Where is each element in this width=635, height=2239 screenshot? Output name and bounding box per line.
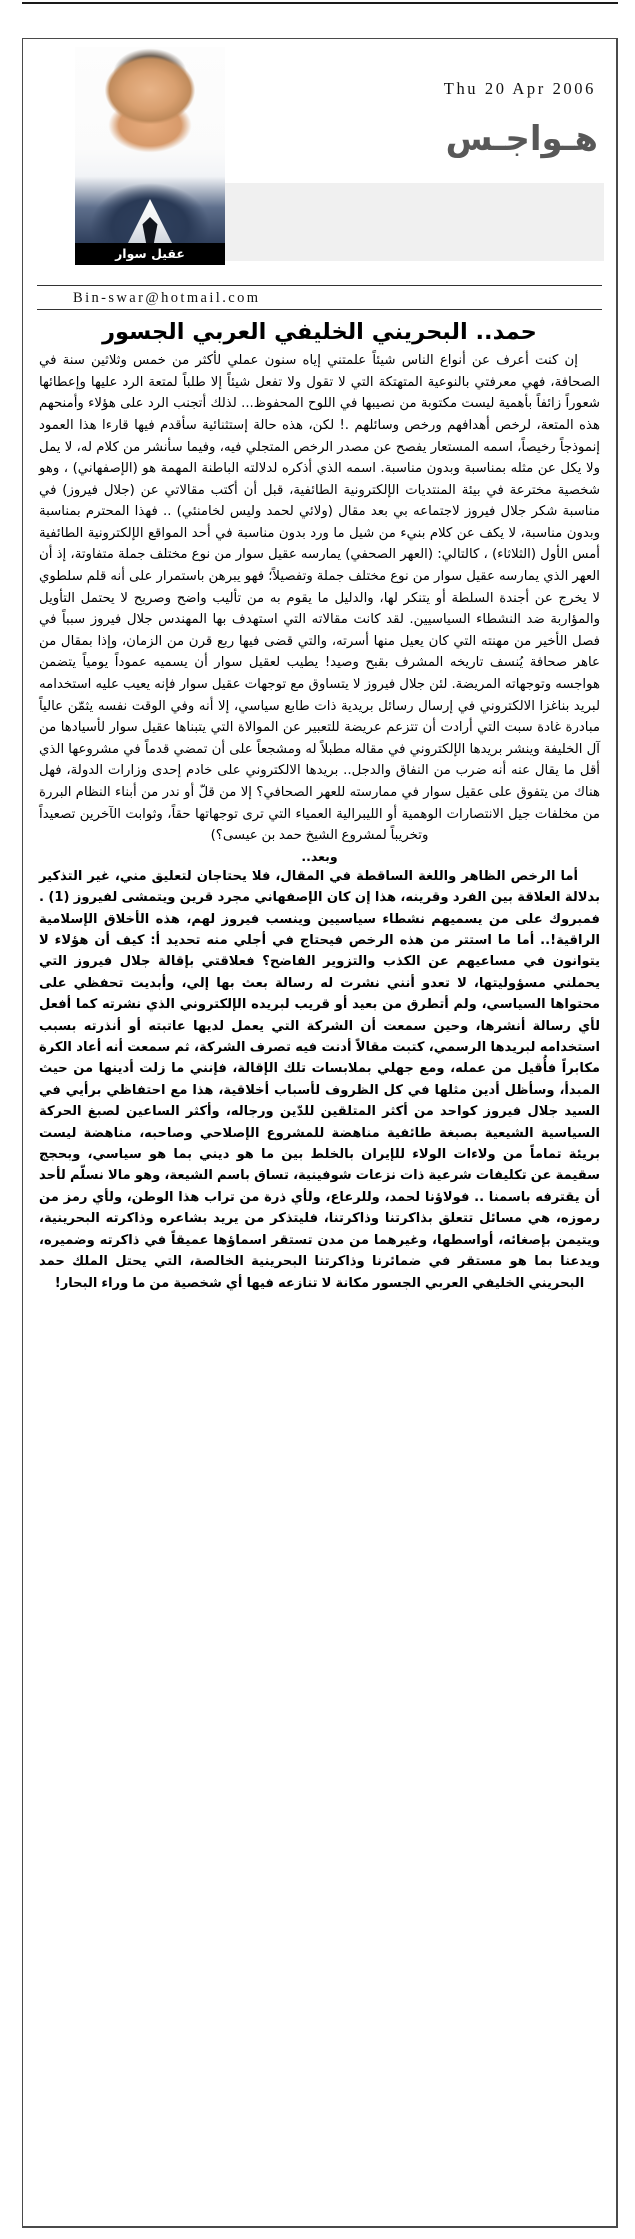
section-divider-label: وبعد.. bbox=[301, 848, 338, 864]
author-email-link[interactable]: Bin-swar@hotmail.com bbox=[73, 290, 261, 306]
article-paragraph-two: أما الرخص الظاهر واللغة الساقطة في المقال، فلا يحتاجان لتعليق مني، غير التذكير بدلالة العلاقة بين الفرد وقرينه، هذا إن كان الإصفهاني مجرد قرين ويتمشى لفيروز (1) . فمبروك على من يسميهم نشطاء سياسيين وينسب فيروز لهم، هذه الأخلاق الإسلامية الراقية!.. أما ما استتر من هذه الرخص فيحتاج في أجلي منه تحديد أ: كيف أن هؤلاء لا يتوانون في مساعيهم عن الكذب والتزوير الفاضح؟ فعلاقتي بإقالة جلال فيروز التي يحملني مسؤوليتها، لا تعدو أنني نشرت له رسالة بعث بها إلي، وأبديت تحفظي على محتواها السياسي، ولم أتطرق من بعيد أو قريب لبريده الإلكتروني الذي نشرته كما أفعل لأي رسالة أنشرها، وحين سمعت أن الشركة التي يعمل لديها عاتبته أو أنذرته بسبب استخدامه لبريدها الرسمي، كتبت مقالاً أدنت فيه تصرف الشركة، ثم سمعت أنه أعاد الكرة مكابراً فأُقيل من عمله، ومع جهلي بملابسات تلك الإقالة، فإنني ما زلت أدينها من حيث المبدأ، وسأظل أدين مثلها في كل الظروف لأسباب أخلاقية، هذا مع احتفاظي برأيي في السيد جلال فيروز كواحد من أكثر المتلقين للدّين ورجاله، وأكثر الساعين لصبغ الحركة السياسية الشيعية بصبغة طائفية مناهضة للمشروع الإصلاحي وصاحبه، مناهضة ليست بريئة تماماً من ولاءات الولاء للإيران بالخلط بين ما هو ديني بما هو سياسي، وبحجج سقيمة عن تكليفات شرعية ذات نزعات شوفينية، تساق باسم الشيعة، وهو مالا نسلّم لأحد أن يقترفه باسمنا .. فولاؤنا لحمد، وللرعاع، ولأي ذرة من تراب هذا الوطن، ولأي رمز من رموزه، هي مسائل تتعلق بذاكرتنا وذاكرتنا، فليتذكر من يريد بشاعره وذاكرته البحرينية، ويتيمن بإصغائه، أواسطها، وغيرهما من مدن تستقر اسماؤها عميقاً في ذاكرته وضميره، ويدعنا بما هو مستقر في ضمائرنا وذاكرتنا البحرينية الخالصة، التي يحتل الملك حمد البحريني الخليفي العربي الجسور مكانة لا تنازعه فيها أي شخصية من ما وراء البحار! bbox=[39, 868, 600, 1291]
author-photo bbox=[75, 47, 225, 243]
article-body bbox=[35, 350, 604, 1294]
column-name-logo: هـواجـس bbox=[445, 119, 598, 159]
article-frame bbox=[22, 38, 618, 2228]
masthead-grey-panel bbox=[208, 183, 604, 261]
author-name-bar: عقيل سوار bbox=[75, 243, 225, 265]
author-email-strip bbox=[37, 285, 602, 310]
article-headline: حمد.. البحريني الخليفي العربي الجسور bbox=[102, 319, 537, 345]
article-inner bbox=[23, 39, 616, 2226]
article-paragraph-one: إن كنت أعرف عن أنواع الناس شيئاً علمتني إياه سنون عملي لأكثر من خمس وثلاثين سنة في الصحافة، فهي معرفتي بالنوعية المتهتكة التي لا تقول ولا تفعل شيئاً إلا طلباً لمتعة الرد عليها وإعطائها شعوراً زائفاً بأهمية ليست مكتوبة من نصيبها في اللوح المحفوظ... لذلك أتجنب الرد على هؤلاء وأمنحهم هذه المتعة، لرخص أهدافهم ورخص وسائلهم .! لكن، هذه حالة إستثنائية سأقدم فيها قارءا هذا العمود إنموذجاً رخيصاً، اسمه المستعار يفصح عن مصدر الرخص المتجلي فيه، وفيما سأنشر من كلام له، لا يمل ولا يكل عن مثله بمناسبة وبدون مناسبة. اسمه الذي أذكره لدلالته الباطنة المهمة هو (الإصفهاني) ، وهو شخصية مخترعة في بيئة المنتديات الإلكترونية الطائفية، قبل أن أكتب مقالاتي عن (جلال فيروز) في مناسبة شكر جلال فيروز لاجتماعه بي بعد مقال (ولائي لحمد وليس لخامنئي) .. فهذا المحترم بمناسبة وبدون مناسبة، لا يكف عن كلام بنيء من شيل ما ورد بدون مناسبة في أحد المواقع الإلكترونية الطائفية أمس الأول (الثلاثاء) ، كالتالي: (العهر الصحفي) يمارسه عقيل سوار من نوع مختلف جملة متفاوتة، إذ أن العهر الذي يمارسه عقيل سوار من نوع مختلف جملة وتفصيلاً؛ فهو يبرهن باستمرار على أنه قلم سلطوي لا يخرج عن أجندة السلطة أو يتنكر لها، والدليل ما يقوم به من تأليب واضح وصريح لا يحتمل التأويل والمؤاربة ضد النشطاء السياسيين. لقد كانت مقالاته التي استهدف بها المهندس جلال فيروز سبباً في فصل الأخير من مهنته التي كان يعيل منها أسرته، والتي قضى فيها ربع قرن من الزمان، وإذا بمقال من عاهر صحافة يُنسف تاريخه المشرف بقبح وصيد! يطيب لعقيل سوار أن يسميه عموداً يومياً يتضمن هواجسه وتوجهاته المريضة. لئن جلال فيروز لا يتساوق مع توجهات عقيل سوار فإنه يعيب عليه استخدامه لبريد بناغزا الالكتروني في إرسال رسائل بريدية ذات طابع سياسي، إلا أنه وفي الوقت نفسه يثمّن عالياً مبادرة غادة سبت التي أرادت أن تتزعم عريضة للتعبير عن الموالاة التي يتبناها عقيل سوار لأسيادها من آل الخليفة وينشر بريدها الإلكتروني في مقاله مطبلاً له ومشجعاً على أن تمضي قدماً في مشروعها الذي أقل ما يقال عنه أنه ضرب من النفاق والدجل.. بريدها الالكتروني على خادم إحدى وزارات الدولة، فهل هناك من يتفوق على عقيل سوار في ممارسته للعهر الصحافي؟ إلا من قلّ أو ندر من أبناء النظام البررة من مخلفات جيل الانتصارات الوهمية أو الليبرالية العمياء التي ترى توجهاتها حقاً، وثوابت الآخرين تصعيداً وتخريباً لمشروع الشيخ حمد بن عيسى؟) bbox=[39, 353, 600, 844]
publication-date: Thu 20 Apr 2006 bbox=[443, 79, 596, 98]
masthead bbox=[35, 43, 604, 283]
top-rule-divider bbox=[22, 2, 618, 4]
author-portrait-block bbox=[75, 47, 225, 259]
